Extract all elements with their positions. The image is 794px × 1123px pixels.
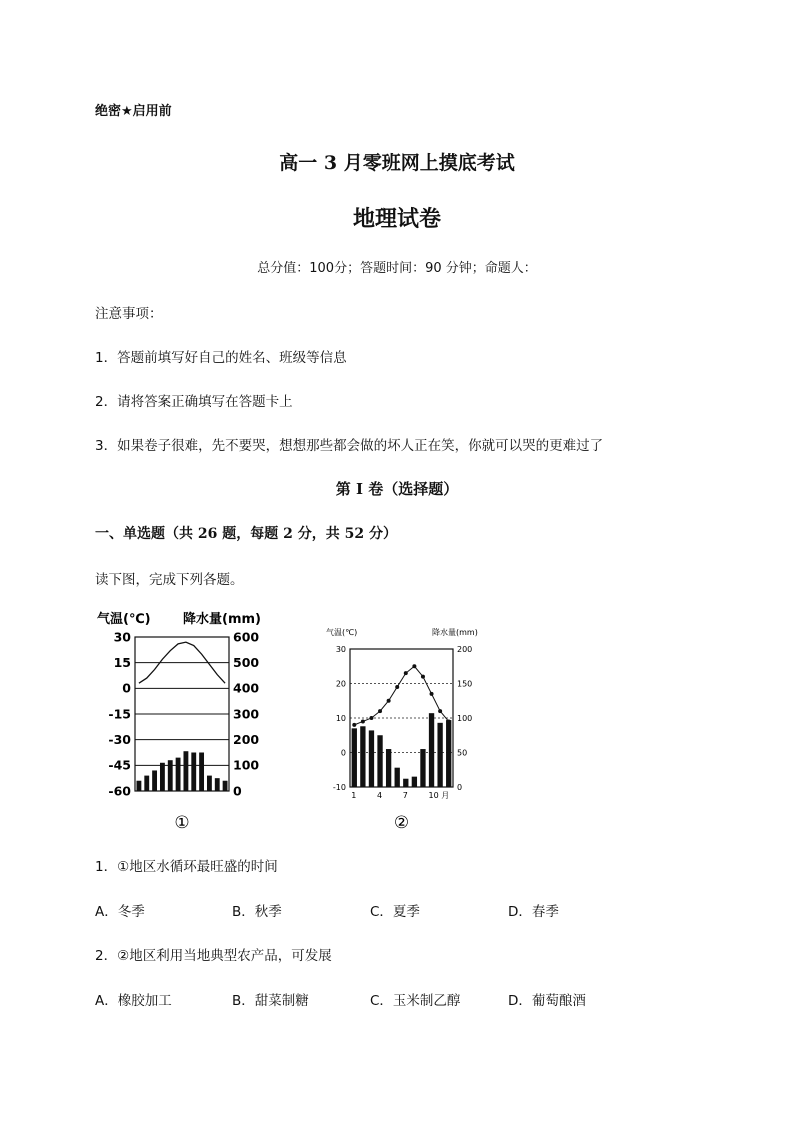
- chart2-precip-tick: 200: [457, 644, 473, 654]
- chart1-precip-bar: [207, 776, 212, 791]
- exam-title: 高一 3 月零班网上摸底考试: [279, 152, 515, 174]
- chart1-precip-tick: 100: [233, 757, 260, 773]
- question-1-option-a[interactable]: A．冬季: [95, 904, 145, 920]
- note-item-2: 2．请将答案正确填写在答题卡上: [95, 394, 293, 410]
- chart2-temp-tick: 20: [335, 679, 346, 689]
- chart2-temp-axis-label: 气温(℃): [326, 628, 358, 637]
- chart1-temp-axis-label: 气温(℃): [97, 612, 151, 627]
- chart2-precip-bar: [437, 723, 442, 787]
- chart2-temp-point: [447, 719, 451, 723]
- chart2-x-tick: 10 月: [428, 791, 450, 800]
- chart1-precip-bar: [199, 753, 204, 792]
- chart2-precip-bar: [360, 726, 365, 787]
- chart1-precip-bar: [152, 770, 157, 791]
- chart2-x-tick: 1: [351, 791, 357, 800]
- chart2-temp-point: [378, 709, 382, 713]
- subject-title: 地理试卷: [352, 206, 441, 232]
- chart2-precip-bar: [420, 749, 425, 787]
- confidential-label: 绝密★启用前: [95, 104, 172, 119]
- chart2-precip-tick: 50: [457, 748, 468, 758]
- chart2-precip-bar: [403, 779, 408, 787]
- note-item-1: 1．答题前填写好自己的姓名、班级等信息: [95, 350, 347, 366]
- chart2-temp-tick: 10: [335, 713, 346, 723]
- note-item-3: 3．如果卷子很难，先不要哭，想想那些都会做的坏人正在笑，你就可以哭的更难过了: [95, 438, 604, 454]
- chart2-x-tick: 7: [402, 791, 408, 800]
- chart1-precip-bar: [168, 760, 173, 791]
- chart1-temp-tick: 0: [122, 680, 131, 696]
- notes-heading: 注意事项：: [95, 306, 163, 322]
- question-1-stem: 1．①地区水循环最旺盛的时间: [95, 859, 278, 875]
- chart1-temp-tick: -30: [108, 732, 131, 748]
- chart1-precip-bar: [144, 776, 149, 791]
- chart2-precip-bar: [395, 768, 400, 787]
- chart1-precip-tick: 300: [233, 706, 260, 722]
- chart1-precip-bar: [191, 753, 196, 792]
- chart1-temp-tick: -45: [108, 757, 131, 773]
- chart2-precip-axis-label: 降水量(mm): [432, 628, 478, 637]
- chart1-precip-bar: [136, 781, 141, 791]
- chart2-precip-bar: [446, 720, 451, 787]
- question-2-option-c[interactable]: C．玉米制乙醇: [370, 993, 461, 1009]
- chart2-precip-tick: 0: [457, 782, 463, 792]
- question-1-option-c[interactable]: C．夏季: [370, 904, 420, 920]
- chart2-temp-point: [404, 671, 408, 675]
- chart1-precip-axis-label: 降水量(mm): [183, 612, 261, 627]
- chart2-temp-point: [352, 723, 356, 727]
- chart2-precip-tick: 100: [457, 713, 473, 723]
- chart2-temp-point: [369, 716, 373, 720]
- chart1-temp-tick: 15: [113, 655, 131, 671]
- chart2-temp-line: [354, 666, 448, 725]
- chart1-temp-tick: 30: [113, 629, 131, 645]
- exam-info: 总分值：100分；答题时间：90 分钟；命题人：: [257, 261, 537, 276]
- chart2-temp-point: [361, 719, 365, 723]
- chart1-temp-tick: -60: [108, 783, 131, 799]
- chart2-temp-tick: -10: [332, 782, 346, 792]
- chart1-precip-tick: 500: [233, 655, 260, 671]
- chart2-temp-tick: 0: [340, 748, 346, 758]
- chart2-precip-bar: [369, 730, 374, 787]
- question-2-option-b[interactable]: B．甜菜制糖: [232, 993, 309, 1009]
- part-heading: 一、单选题（共 26 题，每题 2 分，共 52 分）: [95, 526, 397, 542]
- chart1-precip-tick: 400: [233, 680, 260, 696]
- chart2-temp-point: [430, 692, 434, 696]
- section-title: 第 I 卷（选择题）: [335, 480, 459, 498]
- climate-chart-2: [322, 623, 497, 835]
- chart1-precip-tick: 200: [233, 732, 260, 748]
- chart1-precip-bar: [223, 781, 228, 791]
- chart1-temp-tick: -15: [108, 706, 131, 722]
- chart2-precip-bar: [386, 749, 391, 787]
- chart1-precip-bar: [183, 751, 188, 791]
- question-2-stem: 2．②地区利用当地典型农产品，可发展: [95, 948, 332, 964]
- question-2-option-d[interactable]: D．葡萄酿酒: [508, 993, 586, 1009]
- chart2-temp-point: [412, 664, 416, 668]
- question-1-option-d[interactable]: D．春季: [508, 904, 559, 920]
- chart2-precip-bar: [429, 713, 434, 787]
- chart1-precip-bar: [160, 763, 165, 791]
- chart1-precip-bar: [176, 758, 181, 791]
- chart2-marker: ②: [393, 813, 410, 833]
- chart2-temp-tick: 30: [335, 644, 346, 654]
- chart2-precip-bar: [377, 735, 382, 787]
- chart2-precip-bar: [412, 777, 417, 787]
- chart1-precip-bar: [215, 778, 220, 791]
- chart2-temp-point: [438, 709, 442, 713]
- climate-chart-1: [95, 603, 275, 835]
- chart1-precip-tick: 600: [233, 629, 260, 645]
- chart2-temp-point: [395, 685, 399, 689]
- chart2-x-tick: 4: [377, 791, 383, 800]
- chart2-temp-point: [387, 699, 391, 703]
- instruction: 读下图，完成下列各题。: [95, 572, 244, 588]
- question-2-option-a[interactable]: A．橡胶加工: [95, 993, 172, 1009]
- chart1-precip-tick: 0: [233, 783, 242, 799]
- chart2-precip-tick: 150: [457, 679, 473, 689]
- chart2-precip-bar: [352, 728, 357, 787]
- chart2-temp-point: [421, 675, 425, 679]
- chart1-marker: ①: [174, 813, 190, 833]
- question-1-option-b[interactable]: B．秋季: [232, 904, 282, 920]
